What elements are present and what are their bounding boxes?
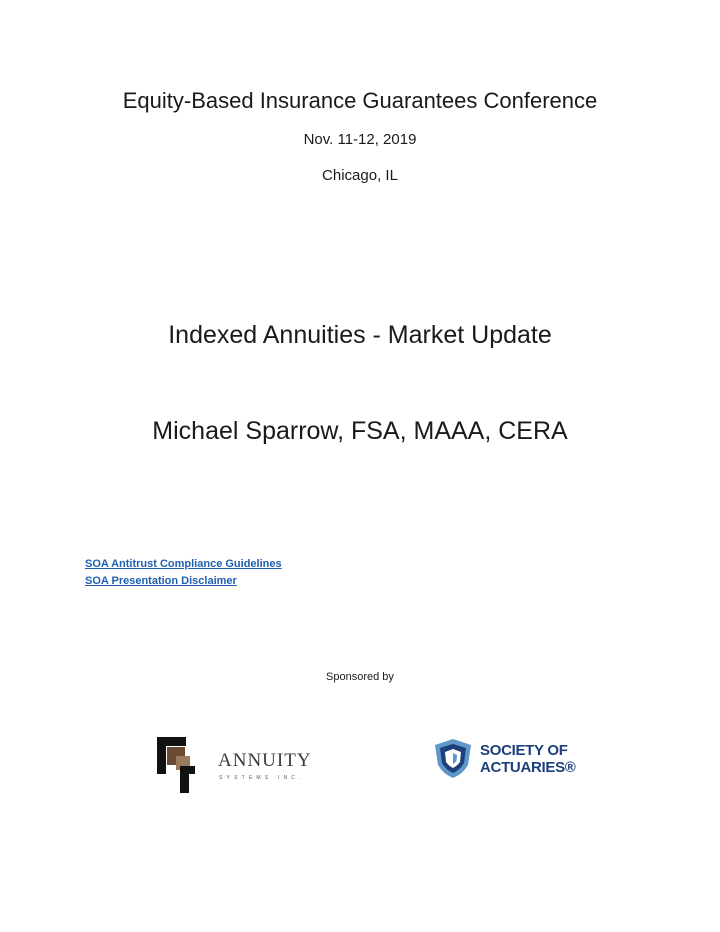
conference-date: Nov. 11-12, 2019 <box>303 131 417 148</box>
antitrust-guidelines-link[interactable]: SOA Antitrust Compliance Guidelines <box>85 558 282 570</box>
annuity-subtitle: SYSTEMS INC. <box>219 775 305 781</box>
sponsored-by-label: Sponsored by <box>326 671 394 683</box>
soa-wordmark-line1: SOCIETY OF <box>480 742 568 759</box>
society-of-actuaries-logo <box>432 737 576 781</box>
soa-shield-icon <box>432 737 474 779</box>
conference-location: Chicago, IL <box>322 167 398 184</box>
conference-title: Equity-Based Insurance Guarantees Conference <box>122 88 598 113</box>
annuity-systems-logo <box>156 736 316 794</box>
soa-wordmark-line2: ACTUARIES® <box>480 759 576 776</box>
annuity-mark-icon <box>156 736 196 794</box>
annuity-wordmark: ANNUITY <box>218 750 312 771</box>
session-title: Indexed Annuities - Market Update <box>168 321 552 349</box>
speaker-name: Michael Sparrow, FSA, MAAA, CERA <box>152 417 568 445</box>
presentation-disclaimer-link[interactable]: SOA Presentation Disclaimer <box>85 575 237 587</box>
